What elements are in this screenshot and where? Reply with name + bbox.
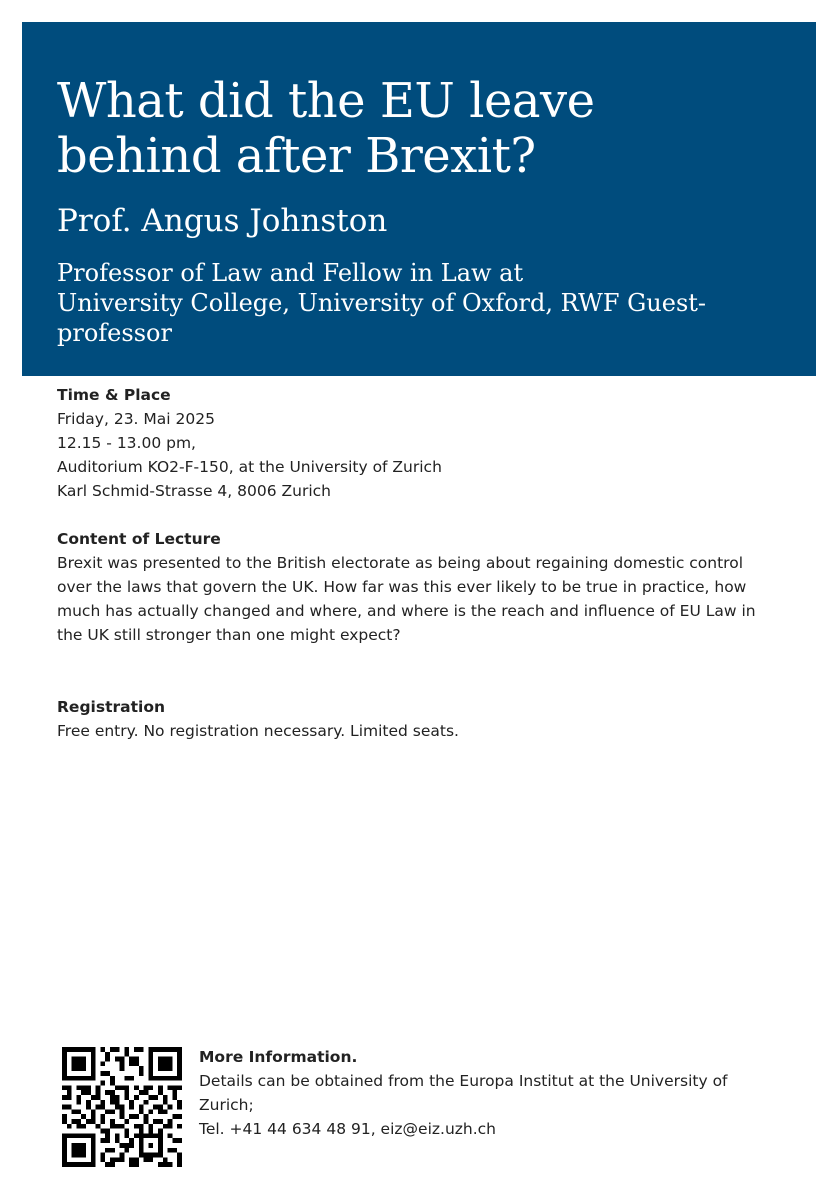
affiliation-line-1: Professor of Law and Fellow in Law at — [57, 259, 524, 287]
time-place-heading: Time & Place — [57, 386, 171, 404]
registration-text: Free entry. No registration necessary. Limited seats. — [57, 722, 459, 740]
content-line-1: Brexit was presented to the British electorate as being about regaining domestic control — [57, 554, 744, 572]
content-line-3: much has actually changed and where, and where is the reach and influence of EU Law in — [57, 602, 756, 620]
more-information-line-2: Zurich; — [199, 1096, 254, 1114]
affiliation-line-2: University College, University of Oxford, RWF Guest- — [57, 289, 707, 317]
content-line-4: the UK still stronger than one might expect? — [57, 626, 401, 644]
footer — [57, 1045, 797, 1170]
date-line: Friday, 23. Mai 2025 — [57, 410, 215, 428]
title-line-2: behind after Brexit? — [57, 128, 536, 184]
contact-line[interactable]: Tel. +41 44 634 48 91, eiz@eiz.uzh.ch — [199, 1120, 496, 1138]
time-place-section — [57, 383, 797, 503]
speaker-affiliation — [57, 258, 777, 348]
speaker-name: Prof. Angus Johnston — [57, 203, 388, 239]
title-line-1: What did the EU leave — [57, 73, 595, 129]
lecture-title — [57, 74, 776, 184]
time-line: 12.15 - 13.00 pm, — [57, 434, 196, 452]
affiliation-line-3: professor — [57, 319, 172, 347]
registration-section — [57, 695, 797, 743]
more-information-heading: More Information. — [199, 1048, 358, 1066]
content-line-2: over the laws that govern the UK. How far was this ever likely to be true in practice, how — [57, 578, 747, 596]
title-banner — [22, 22, 816, 376]
more-information-line-1: Details can be obtained from the Europa Institut at the University of — [199, 1072, 728, 1090]
registration-heading: Registration — [57, 698, 166, 716]
content-section — [57, 527, 797, 647]
more-information — [199, 1045, 769, 1141]
content-heading: Content of Lecture — [57, 530, 221, 548]
qr-code-icon[interactable] — [62, 1047, 182, 1167]
address-line: Karl Schmid-Strasse 4, 8006 Zurich — [57, 482, 331, 500]
venue-line: Auditorium KO2-F-150, at the University of Zurich — [57, 458, 442, 476]
